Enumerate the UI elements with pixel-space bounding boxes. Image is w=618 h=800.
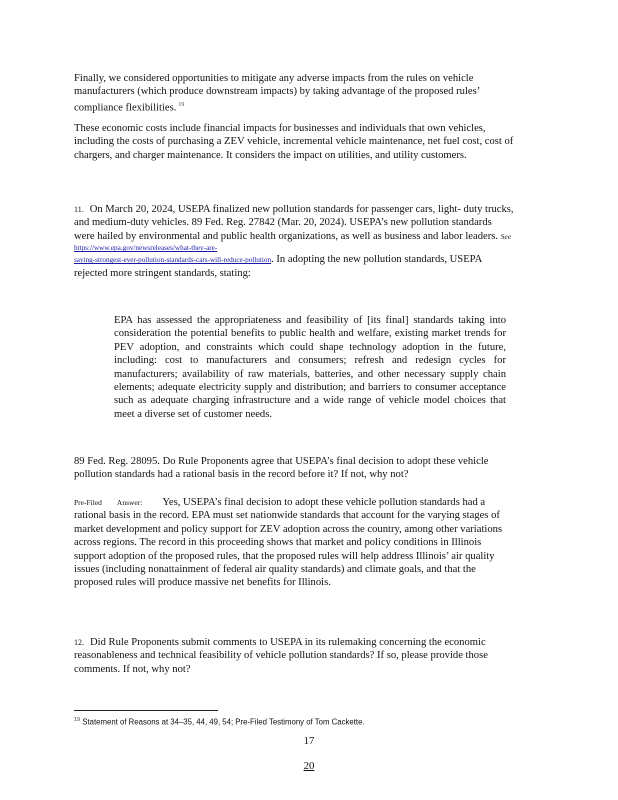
footnote-number: 19 <box>74 717 81 723</box>
paragraph-economic-costs: These economic costs include financial impacts for businesses and individuals that own vehicles, including the costs of purchasing a ZEV vehicle, incremental vehicle maintenance, net fuel cost, cost of chargers, and charger maintenance. It considers the impact on utilities, and utility customers. <box>74 123 514 161</box>
page-number-alt: 20 <box>303 760 315 772</box>
question-11 <box>74 203 514 280</box>
block-quote: EPA has assessed the appropriateness and feasibility of [its final] standards taking into consideration the potential benefits to public health and welfare, existing market trends for PEV adoption, and constraints which could shape technology adoption in the future, including: cost to manufacturers and consumers; refresh and redesign cycles for manufacturers; availability of raw materials, batteries, and other necessary supply chain elements; adequate electricity supply and distribution; and barriers to consumer acceptance such as adequate charging infrastructure and a wide range of vehicle model choices that meet a diverse set of customer needs. <box>114 315 506 420</box>
epa-news-link-line-1[interactable]: https://www.epa.gov/newsreleases/what-they-are- <box>74 244 218 253</box>
fed-reg-question: 89 Fed. Reg. 28095. Do Rule Proponents agree that USEPA’s final decision to adopt these vehicle pollution standards had a rational basis in the record before it? If not, why not? <box>74 456 489 481</box>
paragraph-finally: Finally, we considered opportunities to mitigate any adverse impacts from the rules on vehicle manufacturers (which produce downstream impacts) by taking advantage of the proposed rules’ compliance flexibilities. $^{19}$ <box>74 73 480 114</box>
question-11-number: 11. <box>74 205 84 214</box>
page-number: 17 <box>303 735 315 747</box>
question-12-number: 12. <box>74 638 84 647</box>
footnote-text: Statement of Reasons at 34–35, 44, 49, 54; Pre-Filed Testimony of Tom Cackette. <box>82 717 365 727</box>
footnote-reference: 19 <box>178 101 185 108</box>
question-11-continued: . In adopting the new pollution standards, USEPA rejected more stringent standards, stating: <box>74 254 482 279</box>
pre-filed-answer <box>74 496 514 590</box>
footnote <box>74 715 514 728</box>
footnote-divider <box>74 710 218 711</box>
epa-news-link-line-2[interactable]: saying-strongest-ever-pollution-standards-cars-will-reduce-pollution <box>74 256 272 265</box>
question-12-text: Did Rule Proponents submit comments to USEPA in its rulemaking concerning the economic reasonableness and technical feasibility of vehicle pollution standards? If so, please provide those comments. If not, why not? <box>74 637 488 675</box>
answer-text: Yes, USEPA’s final decision to adopt these vehicle pollution standards had a rational basis in the record. EPA must set nationwide standards that account for the varying stages of market development and policy support for ZEV adoption across the country, among other variations across regions. The record in this proceeding shows that market and policy conditions in Illinois support adoption of the proposed rules, that the proposed rules will help address Illinois’ air quality issues (including nonattainment of federal air quality standards) and climate goals, and that the proposed rules will produce massive net benefits for Illinois. <box>74 497 503 589</box>
see-signal: See <box>500 231 512 241</box>
question-12 <box>74 636 514 676</box>
answer-label: Pre-Filed Answer: <box>74 498 143 507</box>
question-11-text: On March 20, 2024, USEPA finalized new pollution standards for passenger cars, light- duty trucks, and medium-duty vehicles. 89 Fed. Reg. 27842 (Mar. 20, 2024). USEPA’s new pollution standards were hailed by environmental and public health organizations, as well as business and labor leaders. <box>74 204 514 242</box>
